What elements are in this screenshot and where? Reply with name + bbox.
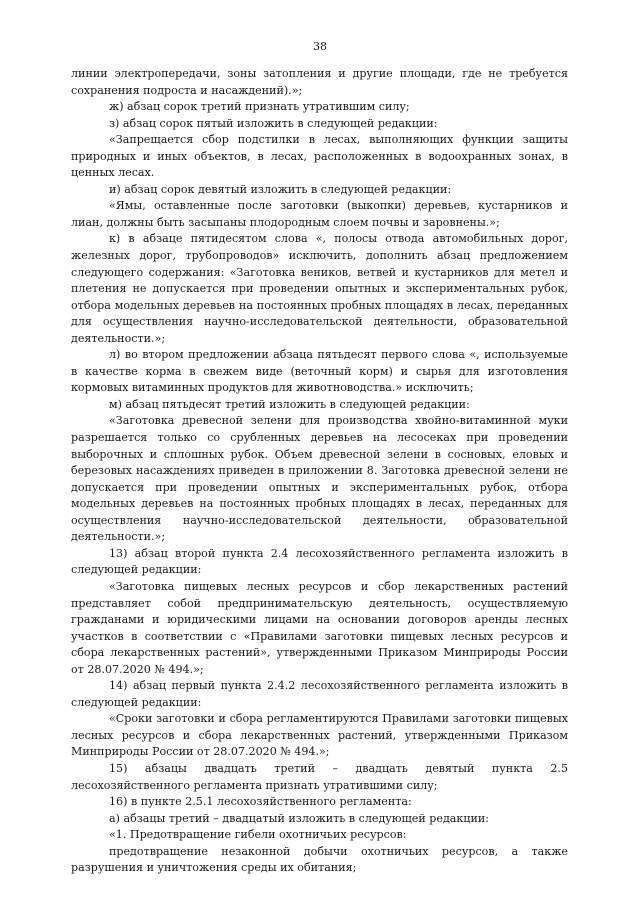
paragraph: 14) абзац первый пункта 2.4.2 лесохозяйственного регламента изложить в следующей редакции: xyxy=(71,679,568,709)
paragraph: и) абзац сорок девятый изложить в следующей редакции: xyxy=(109,182,452,196)
paragraph: 15) абзацы двадцать третий – двадцать девятый пункта 2.5 лесохозяйственного регламента признать утратившими силу; xyxy=(71,761,568,792)
page-number: 38 xyxy=(313,40,327,53)
paragraph: «Заготовка пищевых лесных ресурсов и сбор лекарственных растений представляет собой предпринимательскую деятельность, осуществляемую гражданами и юридическими лицами на основании договоров аренды лесных участков в соответствии с «Правилами заготовки пищевых лесных ресурсов и сбора лекарственных растений», утвержденными Приказом Минприроды России от 28.07.2020 № 494.»; xyxy=(71,579,568,676)
paragraph: 16) в пункте 2.5.1 лесохозяйственного регламента: xyxy=(109,795,412,809)
paragraph: з) абзац сорок пятый изложить в следующей редакции: xyxy=(109,116,438,130)
document-body xyxy=(71,66,568,877)
paragraph: предотвращение незаконной добычи охотничьих ресурсов, а также разрушения и уничтожения среды их обитания; xyxy=(71,844,568,875)
paragraph: м) абзац пятьдесят третий изложить в следующей редакции: xyxy=(109,397,470,411)
paragraph: «Сроки заготовки и сбора регламентируются Правилами заготовки пищевых лесных ресурсов и сбора лекарственных растений, утвержденными Приказом Минприроды России от 28.07.2020 № 494.»; xyxy=(71,712,568,759)
paragraph: а) абзацы третий – двадцатый изложить в следующей редакции: xyxy=(109,811,489,825)
paragraph: л) во втором предложении абзаца пятьдесят первого слова «, используемые в качестве корма в свежем виде (веточный корм) и сырья для изготовления кормовых витаминных продуктов для животноводства.» исключить; xyxy=(71,348,568,395)
paragraph: «Заготовка древесной зелени для производства хвойно-витаминной муки разрешается только со срубленных деревьев на лесосеках при проведении выборочных и сплошных рубок. Объем древесной зелени в сосновых, еловых и березовых насаждениях приведен в приложении 8. Заготовка древесной зелени не допускается при проведении опытных и экспериментальных рубок, отбора модельных деревьев на постоянных пробных площадях в лесах, переданных для осуществления научно-исследовательской деятельности, образовательной деятельности.»; xyxy=(71,414,568,544)
paragraph: 13) абзац второй пункта 2.4 лесохозяйственного регламента изложить в следующей редакции: xyxy=(71,546,568,577)
paragraph: линии электропередачи, зоны затопления и другие площади, где не требуется сохранения подроста и насаждений).»; xyxy=(71,67,568,97)
paragraph: «Ямы, оставленные после заготовки (выкопки) деревьев, кустарников и лиан, должны быть засыпаны плодородным слоем почвы и заровнены.»; xyxy=(71,199,568,229)
paragraph: «1. Предотвращение гибели охотничьих ресурсов: xyxy=(109,828,407,842)
paragraph: «Запрещается сбор подстилки в лесах, выполняющих функции защиты природных и иных объектов, в лесах, расположенных в водоохранных зонах, в ценных лесах. xyxy=(71,133,568,180)
paragraph: ж) абзац сорок третий признать утратившим силу; xyxy=(109,100,410,114)
paragraph: к) в абзаце пятидесятом слова «, полосы отвода автомобильных дорог, железных дорог, трубопроводов» исключить, дополнить абзац предложением следующего содержания: «Заготовка веников, ветвей и кустарников для метел и плетения не допускается при проведении опытных и экспериментальных рубок, отбора модельных деревьев на постоянных пробных площадях в лесах, переданных для осуществления научно-исследовательской деятельности, образовательной деятельности.»; xyxy=(71,232,568,345)
